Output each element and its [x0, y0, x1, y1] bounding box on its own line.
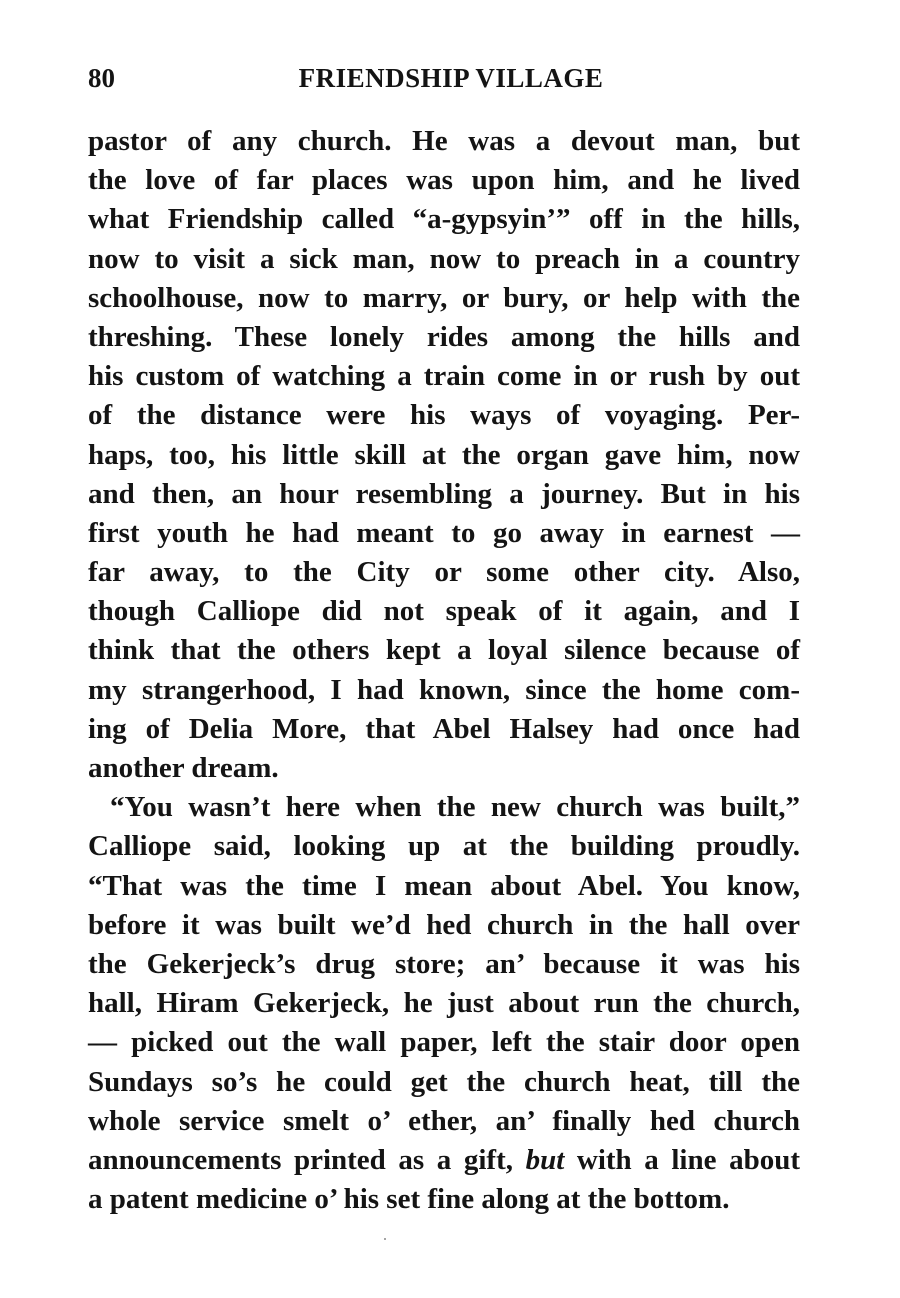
- text-line: — picked out the wall paper, left the stair door open: [88, 1026, 800, 1059]
- text-line: ing of Delia More, that Abel Halsey had once had: [88, 712, 800, 745]
- text-line: though Calliope did not speak of it again, and I: [88, 595, 800, 628]
- print-speck: [384, 1238, 386, 1240]
- text-line: schoolhouse, now to marry, or bury, or help with the: [88, 281, 800, 314]
- text-run: announcements printed as a gift,: [88, 1143, 526, 1176]
- text-line: think that the others kept a loyal silence because of: [88, 634, 800, 667]
- text-line: a patent medicine o’ his set fine along at the bottom.: [88, 1183, 730, 1216]
- text-run: with a line about: [564, 1143, 800, 1176]
- text-line: another dream.: [88, 752, 279, 784]
- text-line: first youth he had meant to go away in earnest —: [88, 516, 800, 549]
- page-number: 80: [88, 63, 115, 93]
- running-title: FRIENDSHIP VILLAGE: [298, 63, 604, 93]
- paragraph-1: [88, 122, 800, 788]
- text-line: my strangerhood, I had known, since the home com-: [88, 673, 800, 706]
- text-line: what Friendship called “a-gypsyin’” off in the hills,: [88, 203, 800, 236]
- text-line: whole service smelt o’ ether, an’ finally hed church: [88, 1104, 800, 1137]
- text-line: pastor of any church. He was a devout man, but: [88, 125, 800, 157]
- text-line: haps, too, his little skill at the organ gave him, now: [88, 438, 800, 471]
- text-line: his custom of watching a train come in or rush by out: [88, 360, 800, 393]
- text-line: “You wasn’t here when the new church was built,”: [110, 791, 800, 824]
- text-line: Sundays so’s he could get the church heat, till the: [88, 1065, 800, 1098]
- text-line-with-italic: [88, 1141, 800, 1180]
- text-line: Calliope said, looking up at the building proudly.: [88, 830, 800, 863]
- text-line: threshing. These lonely rides among the hills and: [88, 320, 800, 353]
- text-line: “That was the time I mean about Abel. You know,: [88, 869, 800, 902]
- body-text: [88, 122, 800, 1219]
- paragraph-2: [88, 788, 800, 1219]
- text-line: far away, to the City or some other city. Also,: [88, 556, 800, 589]
- text-line: the Gekerjeck’s drug store; an’ because it was his: [88, 947, 800, 980]
- text-line: now to visit a sick man, now to preach in a country: [88, 242, 800, 275]
- text-line: and then, an hour resembling a journey. But in his: [88, 477, 800, 510]
- page-header: [88, 60, 800, 96]
- text-line: the love of far places was upon him, and he lived: [88, 164, 800, 197]
- text-line: hall, Hiram Gekerjeck, he just about run the church,: [88, 987, 800, 1020]
- italic-word: but: [525, 1143, 565, 1176]
- text-line: before it was built we’d hed church in the hall over: [88, 908, 800, 941]
- text-line: of the distance were his ways of voyaging. Per-: [88, 399, 800, 432]
